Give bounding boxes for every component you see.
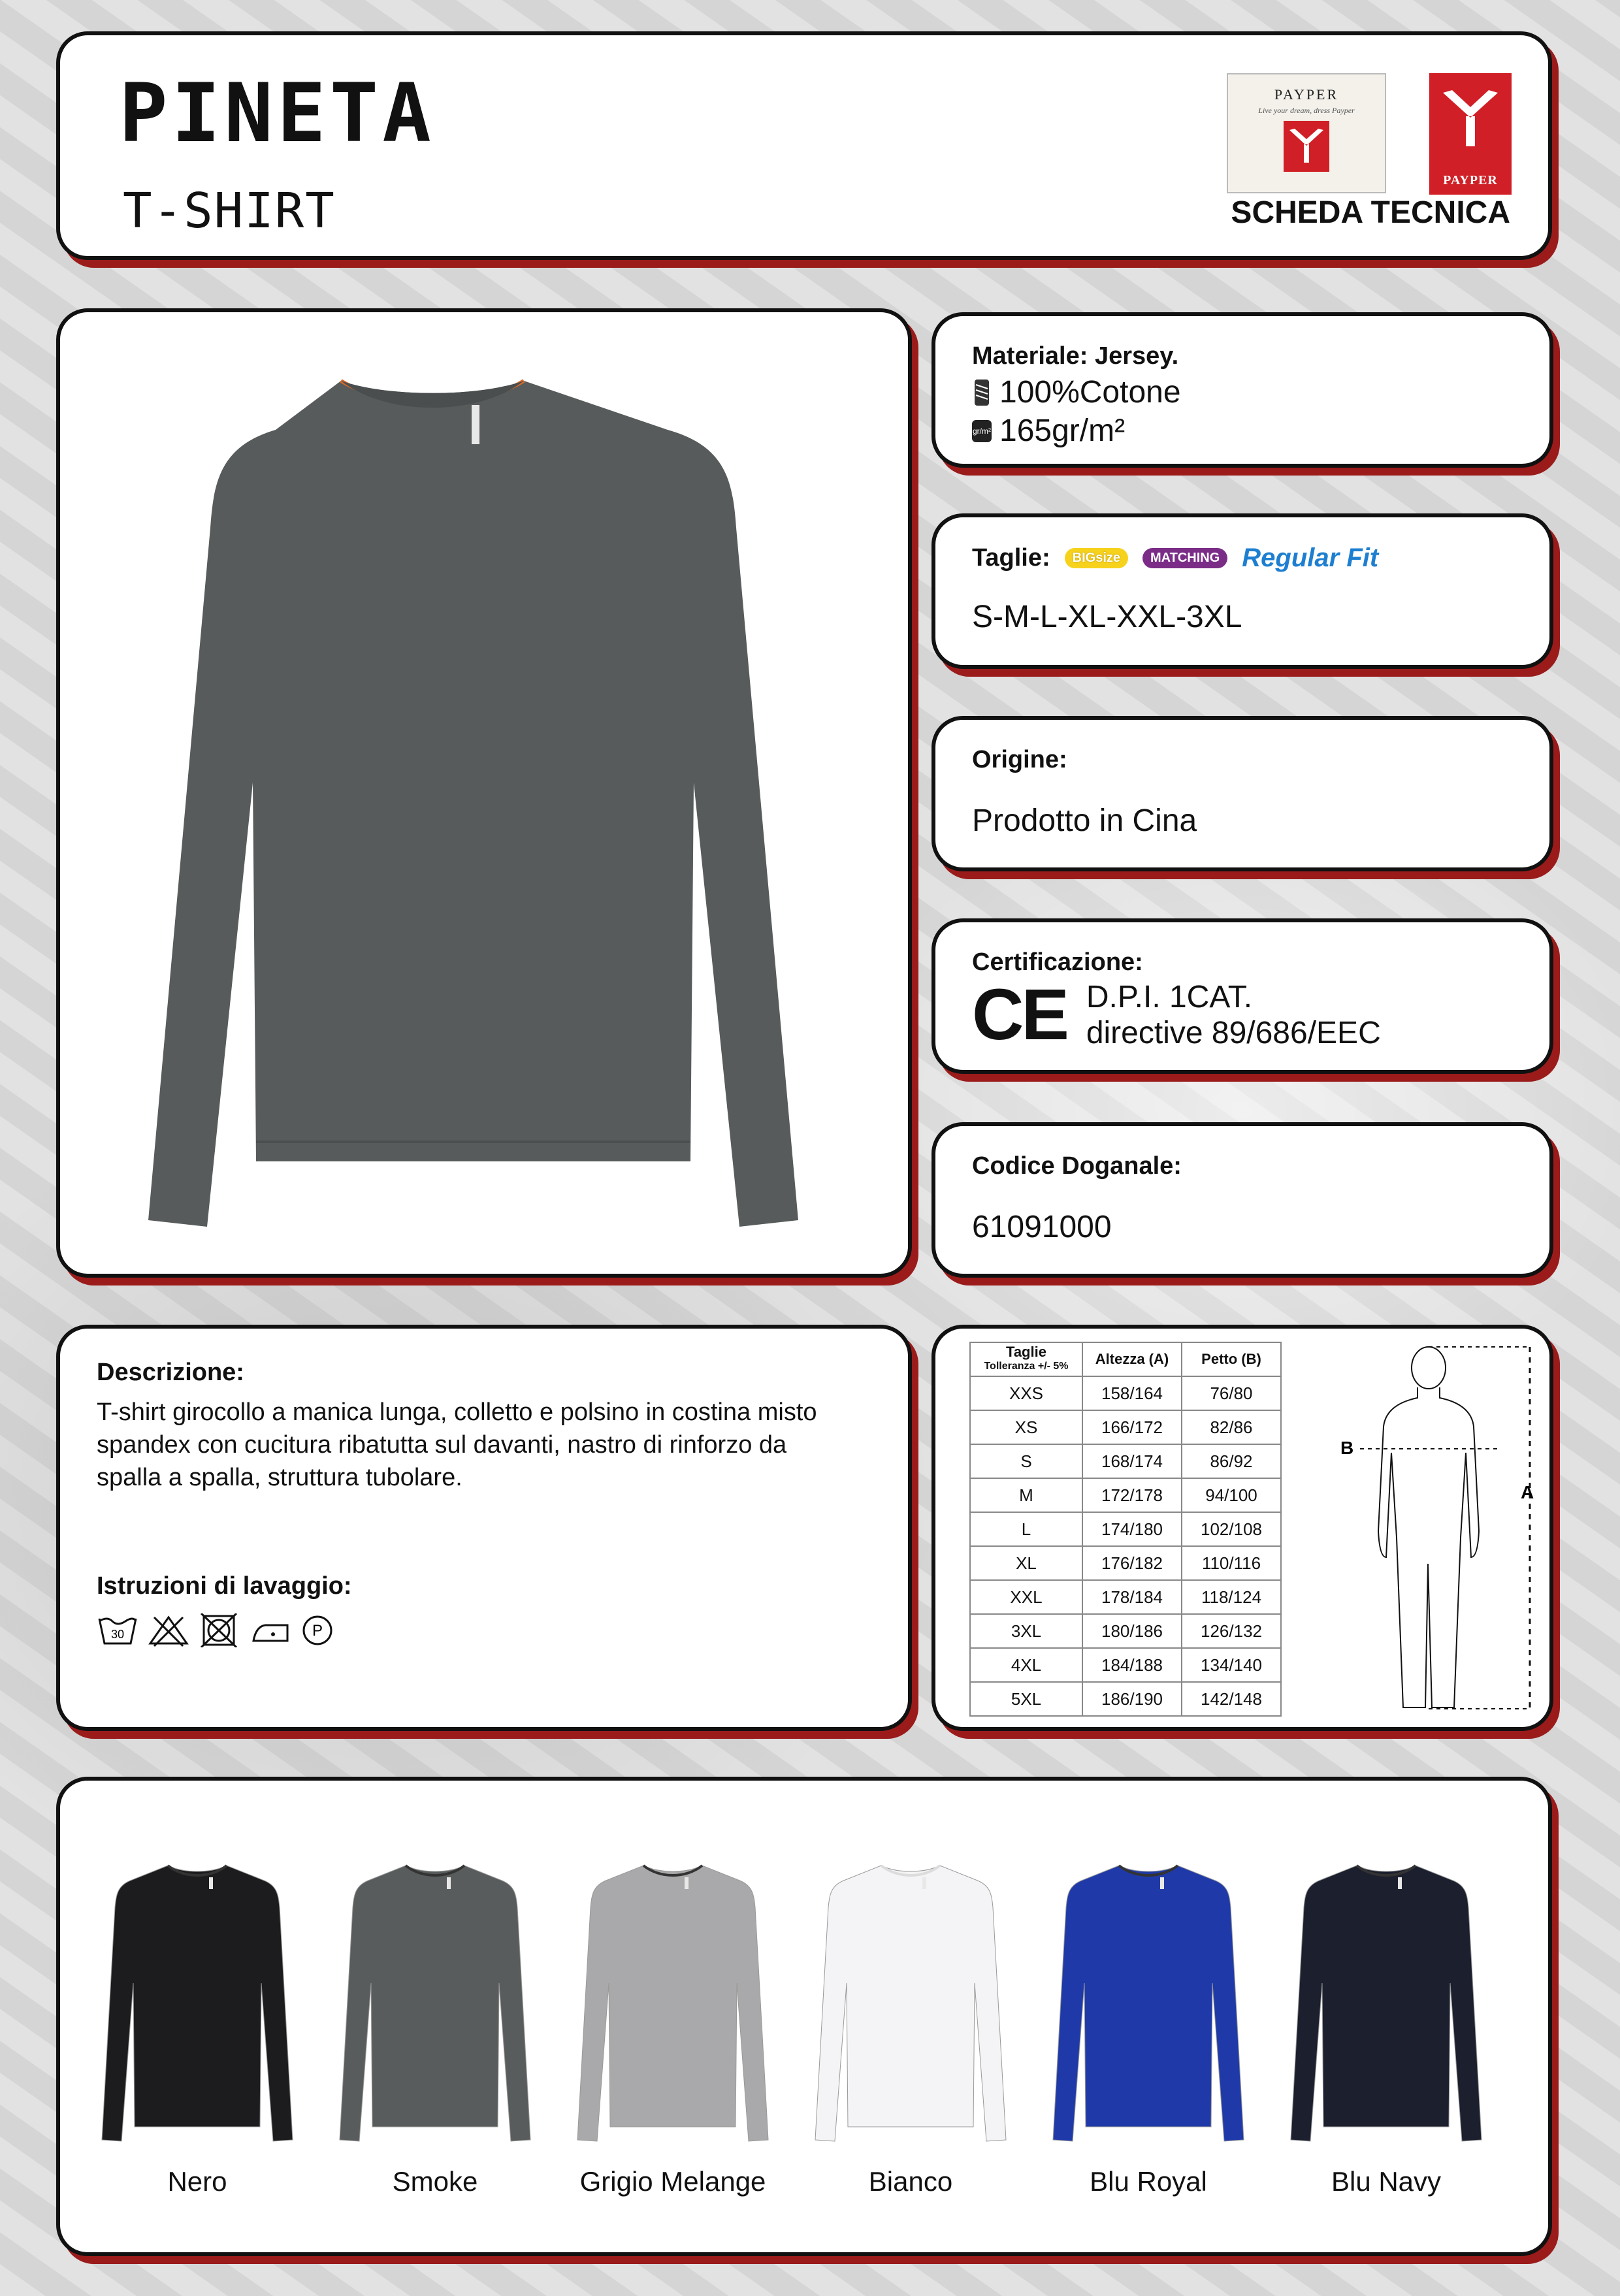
size-cell-height: 166/172 — [1082, 1410, 1182, 1444]
color-swatch-shirt[interactable] — [99, 1852, 295, 2163]
size-cell-chest: 110/116 — [1182, 1546, 1281, 1580]
no-tumble-dry-icon — [199, 1613, 240, 1647]
sheet-type: SCHEDA TECNICA — [1231, 195, 1510, 230]
size-cell-size: 3XL — [970, 1614, 1082, 1648]
material-composition: 100%Cotone — [999, 375, 1181, 410]
long-sleeve-tshirt-icon — [1050, 1852, 1246, 2159]
description-text: T-shirt girocollo a manica lunga, colletto e polsino in costina misto spandex con cucitura ribatutta sul davanti, nastro di rinforzo da spalla a spalla, struttura tubolare. — [97, 1399, 817, 1491]
wash-icons — [97, 1613, 871, 1647]
label-brand-name: PAYPER — [1274, 86, 1339, 103]
size-table-row — [970, 1478, 1281, 1512]
size-cell-height: 176/182 — [1082, 1546, 1182, 1580]
size-cell-height: 158/164 — [1082, 1376, 1182, 1410]
size-cell-size: S — [970, 1444, 1082, 1478]
color-name: Grigio Melange — [579, 2166, 766, 2197]
description-title: Descrizione: — [97, 1359, 244, 1386]
certification-line1: D.P.I. 1CAT. — [1086, 980, 1253, 1014]
color-swatch-shirt[interactable] — [575, 1852, 771, 2163]
weight-icon: gr/m² — [972, 420, 992, 442]
dry-clean-p-icon — [300, 1613, 334, 1647]
certification-line2: directive 89/686/EEC — [1086, 1016, 1381, 1050]
label-slogan: Live your dream, dress Payper — [1258, 106, 1355, 115]
measure-a-label: A — [1521, 1482, 1534, 1502]
material-weight: 165gr/m² — [999, 413, 1126, 448]
size-cell-height: 186/190 — [1082, 1682, 1182, 1716]
long-sleeve-tshirt-icon — [575, 1852, 771, 2159]
size-cell-height: 178/184 — [1082, 1580, 1182, 1614]
size-cell-chest: 94/100 — [1182, 1478, 1281, 1512]
size-table-row — [970, 1614, 1281, 1648]
size-table-header — [970, 1342, 1281, 1376]
size-tolerance: Tolleranza +/- 5% — [984, 1361, 1069, 1372]
color-swatch-shirt[interactable] — [1288, 1852, 1484, 2163]
color-swatch-shirt[interactable] — [813, 1852, 1009, 2163]
product-subtitle: T-SHIRT — [123, 183, 336, 239]
ce-mark-icon: CE — [972, 975, 1067, 1055]
regular-fit-label: Regular Fit — [1242, 543, 1379, 572]
size-cell-chest: 134/140 — [1182, 1648, 1281, 1682]
measure-b-label: B — [1340, 1438, 1354, 1458]
size-table-row — [970, 1444, 1281, 1478]
color-swatch-shirt[interactable] — [1050, 1852, 1246, 2163]
sizes-panel — [932, 513, 1553, 669]
origin-panel — [932, 716, 1553, 871]
main-product-image-panel — [56, 308, 912, 1278]
size-cell-size: XS — [970, 1410, 1082, 1444]
long-sleeve-tshirt-icon — [60, 312, 909, 1272]
size-table-row — [970, 1546, 1281, 1580]
no-bleach-icon — [148, 1613, 189, 1647]
bigsize-badge: BIGsize — [1065, 548, 1128, 568]
size-cell-chest: 126/132 — [1182, 1614, 1281, 1648]
size-table-row — [970, 1410, 1281, 1444]
customs-value: 61091000 — [972, 1210, 1112, 1244]
size-table-row — [970, 1580, 1281, 1614]
size-cell-size: L — [970, 1512, 1082, 1546]
description-panel — [56, 1325, 912, 1731]
size-table-row — [970, 1682, 1281, 1716]
dry-clean-letter: P — [312, 1622, 323, 1640]
label-logo-icon — [1280, 116, 1333, 174]
body-measure-figure — [1340, 1342, 1536, 1727]
size-cell-size: 4XL — [970, 1648, 1082, 1682]
payper-logo-icon — [1438, 81, 1503, 153]
material-panel — [932, 312, 1553, 468]
size-col-header — [970, 1342, 1082, 1376]
size-cell-size: XL — [970, 1546, 1082, 1580]
size-table — [969, 1342, 1282, 1717]
size-table-row — [970, 1648, 1281, 1682]
size-cell-height: 174/180 — [1082, 1512, 1182, 1546]
size-cell-size: 5XL — [970, 1682, 1082, 1716]
size-cell-size: M — [970, 1478, 1082, 1512]
size-cell-size: XXL — [970, 1580, 1082, 1614]
iron-low-icon — [250, 1613, 291, 1647]
sizes-title: Taglie: — [972, 544, 1050, 572]
customs-title: Codice Doganale: — [972, 1152, 1182, 1180]
color-name: Nero — [167, 2166, 227, 2197]
wash-title: Istruzioni di lavaggio: — [97, 1572, 352, 1600]
human-silhouette-icon — [1340, 1342, 1536, 1727]
size-table-panel — [932, 1325, 1553, 1731]
color-variants-panel — [56, 1777, 1552, 2256]
size-table-row — [970, 1512, 1281, 1546]
origin-title: Origine: — [972, 746, 1067, 773]
color-name: Bianco — [868, 2166, 953, 2197]
payper-logo — [1429, 73, 1512, 195]
product-title: PINETA — [119, 67, 435, 161]
header-panel — [56, 31, 1552, 260]
height-col-header: Altezza (A) — [1082, 1342, 1182, 1376]
size-cell-height: 180/186 — [1082, 1614, 1182, 1648]
material-title: Materiale: Jersey. — [972, 342, 1179, 370]
size-range: S-M-L-XL-XXL-3XL — [972, 600, 1242, 634]
size-cell-chest: 82/86 — [1182, 1410, 1281, 1444]
color-name: Blu Royal — [1090, 2166, 1207, 2197]
size-table-row — [970, 1376, 1281, 1410]
wash-30-icon — [97, 1613, 138, 1647]
origin-value: Prodotto in Cina — [972, 803, 1197, 838]
brand-label-image — [1227, 73, 1386, 193]
matching-badge: MATCHING — [1142, 548, 1227, 568]
customs-code-panel — [932, 1122, 1553, 1278]
logo-text: PAYPER — [1443, 173, 1498, 187]
size-cell-chest: 118/124 — [1182, 1580, 1281, 1614]
long-sleeve-tshirt-icon — [813, 1852, 1009, 2159]
long-sleeve-tshirt-icon — [337, 1852, 533, 2159]
size-cell-height: 184/188 — [1082, 1648, 1182, 1682]
certification-title: Certificazione: — [972, 948, 1143, 976]
wash-temp-label: 30 — [110, 1628, 125, 1641]
chest-col-header: Petto (B) — [1182, 1342, 1281, 1376]
long-sleeve-tshirt-icon — [99, 1852, 295, 2159]
size-col-title: Taglie — [1006, 1344, 1046, 1360]
color-swatch-shirt[interactable] — [337, 1852, 533, 2163]
long-sleeve-tshirt-icon — [1288, 1852, 1484, 2159]
certification-panel — [932, 918, 1553, 1074]
size-cell-size: XXS — [970, 1376, 1082, 1410]
size-cell-height: 168/174 — [1082, 1444, 1182, 1478]
cotton-spool-icon — [972, 378, 992, 407]
size-cell-chest: 102/108 — [1182, 1512, 1281, 1546]
size-cell-chest: 76/80 — [1182, 1376, 1281, 1410]
size-cell-chest: 86/92 — [1182, 1444, 1281, 1478]
color-name: Smoke — [392, 2166, 478, 2197]
size-cell-chest: 142/148 — [1182, 1682, 1281, 1716]
color-name: Blu Navy — [1331, 2166, 1442, 2197]
size-cell-height: 172/178 — [1082, 1478, 1182, 1512]
